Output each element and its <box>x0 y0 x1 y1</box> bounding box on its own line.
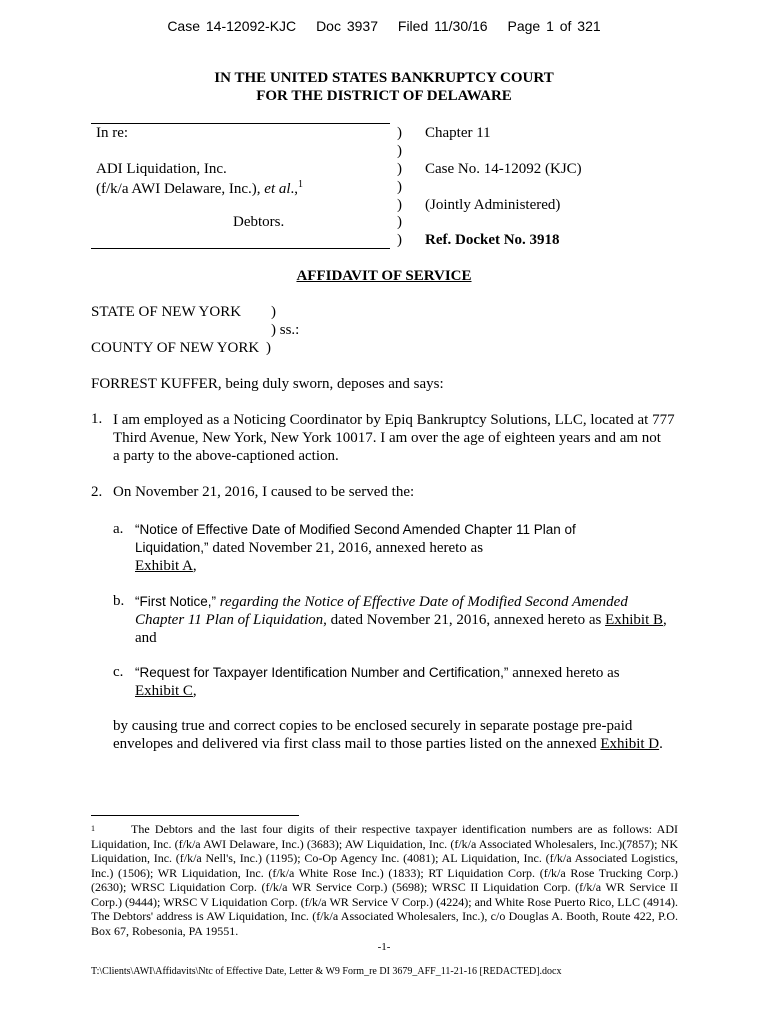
closing-line1: by causing true and correct copies to be enclosed securely in separate postage pre-paid <box>113 718 633 734</box>
item-a-title-end: Liquidation,” <box>135 540 209 555</box>
case-no-label: Case No. 14-12092 (KJC) <box>425 161 582 177</box>
footnote-marker: 1 <box>91 824 95 833</box>
file-path: T:\Clients\AWI\Affidavits\Ntc of Effective Date, Letter & W9 Form_re DI 3679_AFF_11-21-16 [REDACTED].docx <box>91 966 562 977</box>
item-c-rest: annexed hereto as <box>508 665 620 681</box>
para1-line1: I am employed as a Noticing Coordinator by Epiq Bankruptcy Solutions, LLC, located at 777 <box>113 412 675 428</box>
exhibit-c-suffix: , <box>192 683 197 699</box>
page-number: -1- <box>377 941 391 953</box>
item-c-letter: c. <box>113 664 124 680</box>
item-a-title: “Notice of Effective Date of Modified Second Amended Chapter 11 Plan of <box>135 522 576 537</box>
in-re-label: In re: <box>96 125 129 141</box>
document-title: AFFIDAVIT OF SERVICE <box>296 268 472 284</box>
venue-ss: ) ss.: <box>271 322 300 338</box>
caption-bottom-rule <box>91 248 390 249</box>
case-number: Case 14-12092-KJC <box>167 18 297 34</box>
para1-number: 1. <box>91 411 103 427</box>
para1-text <box>113 411 683 465</box>
filing-header <box>0 18 768 34</box>
para2-text: On November 21, 2016, I caused to be served the: <box>113 484 415 500</box>
exhibit-d-link: Exhibit D <box>600 736 660 752</box>
exhibit-a-link: Exhibit A <box>135 558 193 574</box>
filed-date: Filed 11/30/16 <box>397 18 488 34</box>
caption-paren: ) <box>397 125 402 141</box>
footnote-separator <box>91 815 299 816</box>
item-a-letter: a. <box>113 521 124 537</box>
exhibit-a-suffix: , <box>192 558 197 574</box>
closing-line2: envelopes and delivered via first class mail to those parties listed on the annexed <box>113 736 601 752</box>
exhibit-b-suffix: , <box>663 612 667 628</box>
court-name-line2: FOR THE DISTRICT OF DELAWARE <box>256 88 512 104</box>
venue-county-paren: ) <box>266 340 271 356</box>
caption-paren: ) <box>397 161 402 177</box>
doc-number: Doc 3937 <box>316 18 378 34</box>
debtors-label: Debtors. <box>233 214 285 230</box>
footnote <box>91 822 678 938</box>
footnote-ref: 1 <box>298 179 304 190</box>
para1-line3: a party to the above-captioned action. <box>113 448 339 464</box>
et-al-text: et al <box>264 181 291 197</box>
affiant-intro: FORREST KUFFER, being duly sworn, deposes and says: <box>91 376 444 392</box>
exhibit-d-suffix: . <box>659 736 663 752</box>
exhibit-b-link: Exhibit B <box>605 612 663 628</box>
exhibit-c-link: Exhibit C <box>135 683 193 699</box>
caption-paren: ) <box>397 232 402 248</box>
caption-paren: ) <box>397 214 402 230</box>
footnote-text: The Debtors and the last four digits of their respective taxpayer identification numbers are as follows: ADI Liquidation, Inc. (f/k/a AWI Delaware, Inc.) (3683); AW Liquidation, Inc. (f/k/a Associated Wholesalers, Inc.)(7857); NK Liquidation, Inc. (f/k/a Nell's, Inc.) (1195); Co-Op Agency Inc. (4081); AL Liquidation, Inc. (f/k/a Associated Logistics, Inc.) (1506); WR Liquidation, Inc. (f/k/a White Rose Inc.) (1833); RT Liquidation Corp. (f/k/a Rose Trucking Corp.) (2630); WRSC Liquidation Corp. (f/k/a WR Service Corp.) (5698); WRSC II Liquidation Corp. (f/k/a WR Service II Corp.) (9444); WRSC V Liquidation Corp. (f/k/a WR Service V Corp.) (4224); and White Rose Puerto Rico, LLC (4914). The Debtors' address is AW Liquidation, Inc. (f/k/a Associated Wholesalers, Inc.), c/o Douglas A. Booth, Route 422, P.O. Box 67, Robesonia, PA 19551. <box>91 822 678 938</box>
debtor-name: ADI Liquidation, Inc. <box>96 161 227 177</box>
court-name-line1: IN THE UNITED STATES BANKRUPTCY COURT <box>214 70 554 86</box>
item-b-and: and <box>135 630 157 646</box>
et-al-suffix: ., <box>290 181 299 197</box>
venue-county: COUNTY OF NEW YORK <box>91 340 260 356</box>
debtor-fka <box>96 179 303 198</box>
venue-paren: ) <box>271 304 276 320</box>
chapter-label: Chapter 11 <box>425 125 491 141</box>
caption-paren: ) <box>397 143 402 159</box>
item-b-title: “First Notice,” <box>135 594 216 609</box>
item-b-rest: , dated November 21, 2016, annexed hereto as <box>323 612 606 628</box>
para1-line2: Third Avenue, New York, New York 10017. I am over the age of eighteen years and am not <box>113 430 661 446</box>
para2-number: 2. <box>91 484 103 500</box>
caption-paren: ) <box>397 179 402 195</box>
caption-top-rule <box>91 123 390 124</box>
jointly-administered-label: (Jointly Administered) <box>425 197 561 213</box>
page-indicator: Page 1 of 321 <box>507 18 601 34</box>
venue-state: STATE OF NEW YORK <box>91 304 242 320</box>
item-b-italic: regarding the Notice of Effective Date of Modified Second Amended <box>216 594 628 610</box>
ref-docket-label: Ref. Docket No. 3918 <box>425 232 560 248</box>
item-a-rest: dated November 21, 2016, annexed hereto as <box>208 540 484 556</box>
debtor-fka-text: (f/k/a AWI Delaware, Inc.), <box>96 181 265 197</box>
item-c-text <box>135 664 685 700</box>
caption-paren: ) <box>397 197 402 213</box>
item-c-title: “Request for Taxpayer Identification Number and Certification,” <box>135 665 509 680</box>
item-b-italic-2: Chapter 11 Plan of Liquidation <box>135 612 324 628</box>
item-b-letter: b. <box>113 593 125 609</box>
closing-paragraph <box>113 717 693 753</box>
item-a-text <box>135 521 685 575</box>
item-b-text <box>135 593 695 647</box>
